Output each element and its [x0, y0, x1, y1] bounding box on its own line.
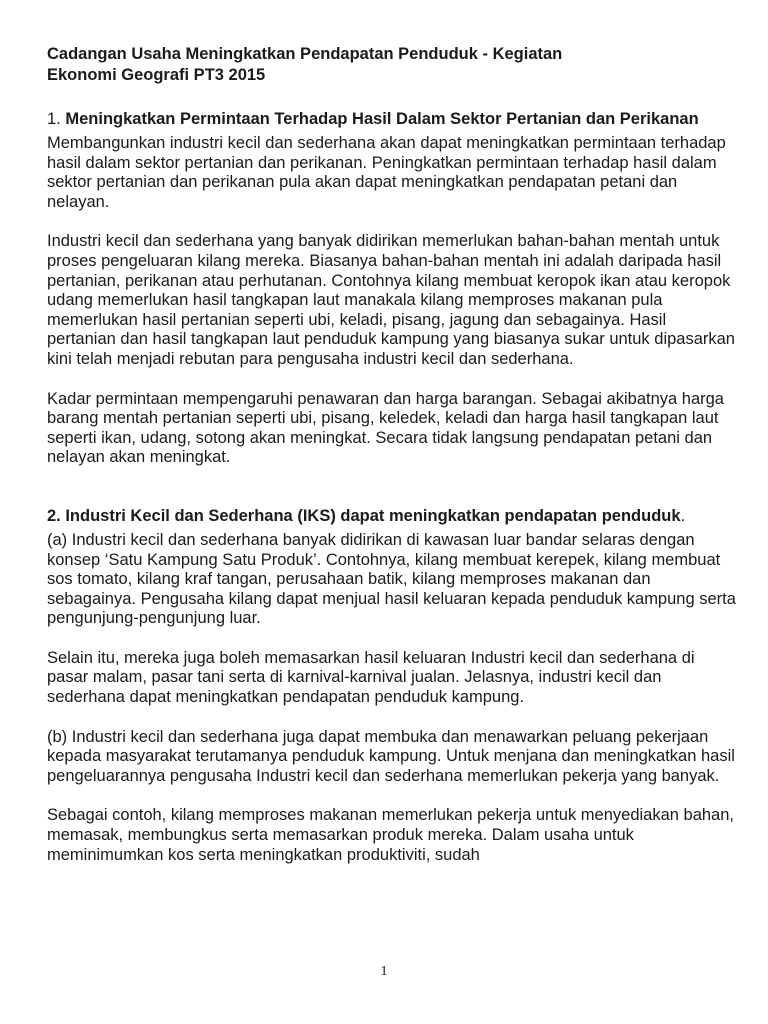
section-2-paragraph-2: Selain itu, mereka juga boleh memasarkan hasil keluaran Industri kecil dan sederhana di pasar malam, pasar tani serta di karnival-karnival jualan. Jelasnya, industri kecil dan sederhana dapat meningkatkan pendapatan penduduk kampung. — [47, 648, 695, 707]
section-2-paragraph-4: Sebagai contoh, kilang memproses makanan memerlukan pekerja untuk menyediakan bahan, memasak, membungkus serta memasarkan produk mereka. Dalam usaha untuk meminimumkan kos serta meningkatkan produktiviti, sudah — [47, 806, 734, 864]
section-1-number: 1. — [47, 110, 66, 128]
section-2-heading — [47, 506, 737, 527]
section-2-paragraph-3: (b) Industri kecil dan sederhana juga dapat membuka dan menawarkan peluang pekerjaan kepada masyarakat terutamanya penduduk kampung. Untuk menjana dan meningkatkan hasil pengeluarannya pengusaha Industri kecil dan sederhana memerlukan pekerja yang banyak. — [47, 727, 735, 785]
section-2-heading-period: . — [680, 506, 686, 525]
section-1-paragraph-2: Industri kecil dan sederhana yang banyak didirikan memerlukan bahan-bahan mentah untuk proses pengeluaran kilang mereka. Biasanya bahan-bahan mentah ini adalah daripada hasil pertanian, perikanan atau perhutanan. Contohnya kilang membuat keropok ikan atau keropok udang memerlukan hasil tangkapan laut manakala kilang memproses makanan pula memerlukan hasil pertanian seperti ubi, keladi, pisang, jagung dan sebagainya. Hasil pertanian dan hasil tangkapan laut penduduk kampung yang biasanya sukar untuk dipasarkan kini telah menjadi rebutan para pengusaha industri kecil dan sederhana. — [47, 232, 735, 368]
section-1-paragraph-1: Membangunkan industri kecil dan sederhana akan dapat meningkatkan permintaan terhadap hasil dalam sektor pertanian dan perikanan. Peningkatkan permintaan terhadap hasil dalam sektor pertanian dan perikanan pula akan dapat meningkatkan pendapatan petani dan nelayan. — [47, 134, 726, 211]
section-1-heading-text: Meningkatkan Permintaan Terhadap Hasil Dalam Sektor Pertanian dan Perikanan — [65, 110, 699, 128]
section-1-heading — [47, 109, 737, 130]
section-2-paragraph-1: (a) Industri kecil dan sederhana banyak didirikan di kawasan luar bandar selaras dengan konsep ‘Satu Kampung Satu Produk’. Contohnya, kilang membuat kerepek, kilang membuat sos tomato, kilang kraf tangan, perusahaan batik, kilang memproses makanan dan sebagainya. Pengusaha kilang dapat menjual hasil keluaran kepada penduduk kampung serta pengunjung-pengunjung luar. — [47, 530, 736, 628]
section-1-paragraph-3: Kadar permintaan mempengaruhi penawaran dan harga barangan. Sebagai akibatnya harga barang mentah pertanian seperti ubi, pisang, keledek, keladi dan harga hasil tangkapan laut seperti ikan, udang, sotong akan meningkat. Secara tidak langsung pendapatan petani dan nelayan akan meningkat. — [47, 389, 724, 467]
section-2-heading-text: 2. Industri Kecil dan Sederhana (IKS) dapat meningkatkan pendapatan penduduk — [47, 506, 681, 525]
page-body — [47, 44, 737, 865]
document-title: Cadangan Usaha Meningkatkan Pendapatan Penduduk - Kegiatan Ekonomi Geografi PT3 2015 — [47, 45, 563, 84]
page-number: 1 — [380, 964, 388, 979]
